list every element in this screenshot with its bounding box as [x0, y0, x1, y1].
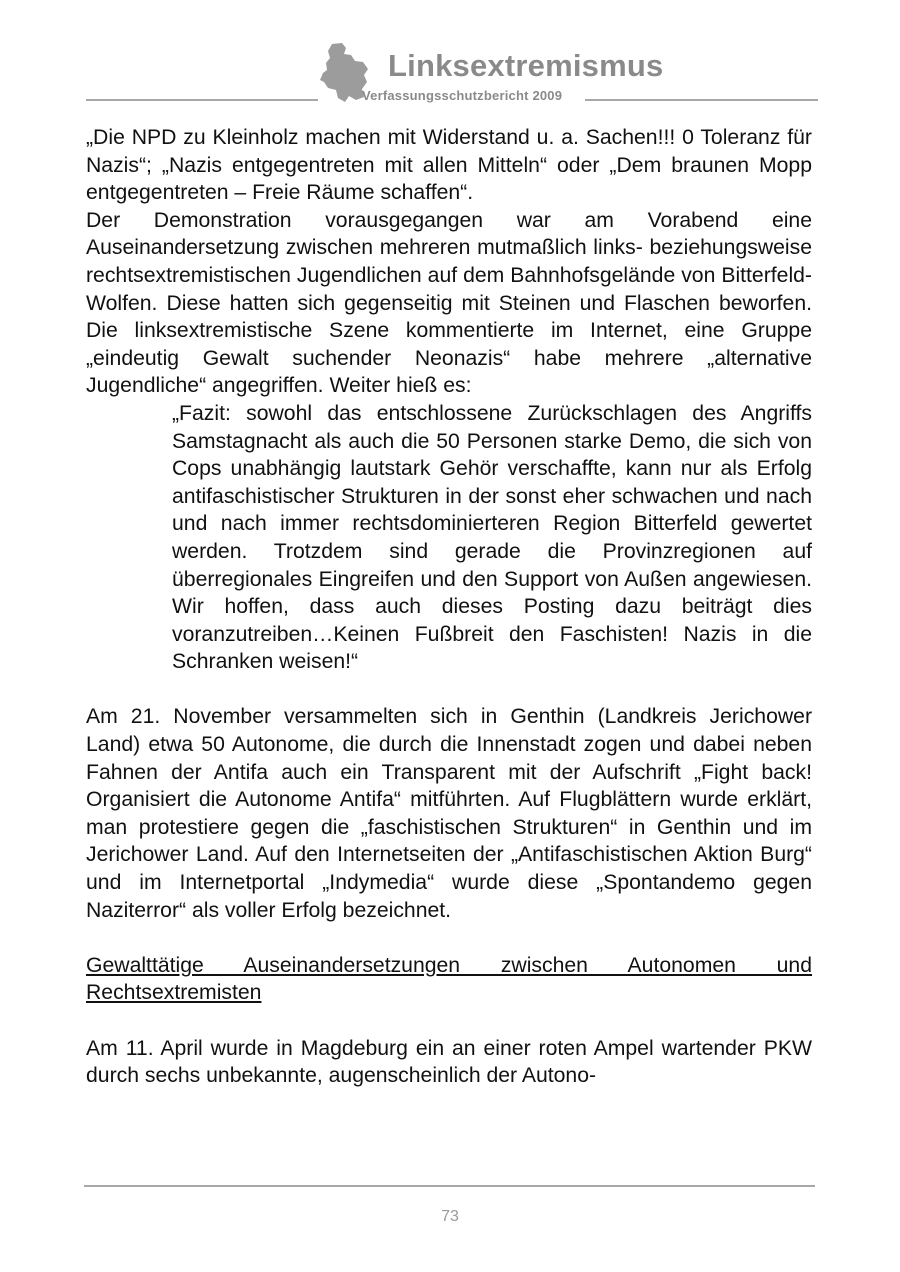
spacer [86, 676, 812, 704]
page-body [86, 124, 812, 1090]
spacer [86, 1007, 812, 1035]
header-rule-right [585, 99, 818, 101]
paragraph-slogans: „Die NPD zu Kleinholz machen mit Widerstand u. a. Sachen!!! 0 Toleranz für Nazis“; „Nazis entgegentreten mit allen Mitteln“ oder „Dem braunen Mopp entgegentreten – Freie Räume schaffen“. [86, 126, 812, 205]
page-header [0, 0, 900, 110]
paragraph-genthin: Am 21. November versammelten sich in Genthin (Landkreis Jerichower Land) etwa 50 Autonome, die durch die Innenstadt zogen und dabei neben Fahnen der Antifa auch ein Transparent mit der Aufschrift „Fight back! Organisiert die Autonome Antifa“ mitführten. Auf Flugblättern wurde erklärt, man protestiere gegen die „faschistischen Strukturen“ in Genthin und im Jerichower Land. Auf den Internetseiten der „Antifaschistischen Aktion Burg“ und im Internetportal „Indymedia“ wurde diese „Spontandemo gegen Naziterror“ als voller Erfolg bezeichnet. [86, 705, 812, 922]
header-rule-left [86, 99, 318, 101]
page-number: 73 [441, 1208, 459, 1225]
paragraph-demonstration-background: Der Demonstration vorausgegangen war am Vorabend eine Auseinandersetzung zwischen mehreren mutmaßlich links- beziehungsweise rechtsextremistischen Jugendlichen auf dem Bahnhofsgelände von Bitterfeld-Wolfen. Diese hatten sich gegenseitig mit Steinen und Flaschen beworfen. Die linksextremistische Szene kommentierte im Internet, eine Gruppe „eindeutig Gewalt suchender Neonazis“ habe mehrere „alternative Jugendliche“ angegriffen. Weiter hieß es: [86, 208, 812, 398]
block-quote: „Fazit: sowohl das entschlossene Zurückschlagen des Angriffs Samstagnacht als auch die 50 Personen starke Demo, die sich von Cops unabhängig lautstark Gehör verschaffte, kann nur als Erfolg antifaschistischer Strukturen in der sonst eher schwachen und nach und nach immer rechtsdominierteren Region Bitterfeld gewertet werden. Trotzdem sind gerade die Provinzregionen auf überregionales Eingreifen und den Support von Außen angewiesen. Wir hoffen, dass auch dieses Posting dazu beiträgt dies voranzutreiben…Keinen Fußbreit den Faschisten! Nazis in die Schranken weisen!“ [172, 401, 812, 674]
footer-rule [84, 1185, 815, 1187]
header-subtitle: Verfassungsschutzbericht 2009 [362, 88, 563, 103]
section-heading: Gewalttätige Auseinandersetzungen zwischen Autonomen und Rechtsextremisten [86, 953, 812, 1005]
spacer [86, 924, 812, 952]
header-title: Linksextremismus [388, 48, 664, 83]
paragraph-magdeburg: Am 11. April wurde in Magdeburg ein an einer roten Ampel wartender PKW durch sechs unbekannte, augenscheinlich der Autono- [86, 1036, 812, 1088]
